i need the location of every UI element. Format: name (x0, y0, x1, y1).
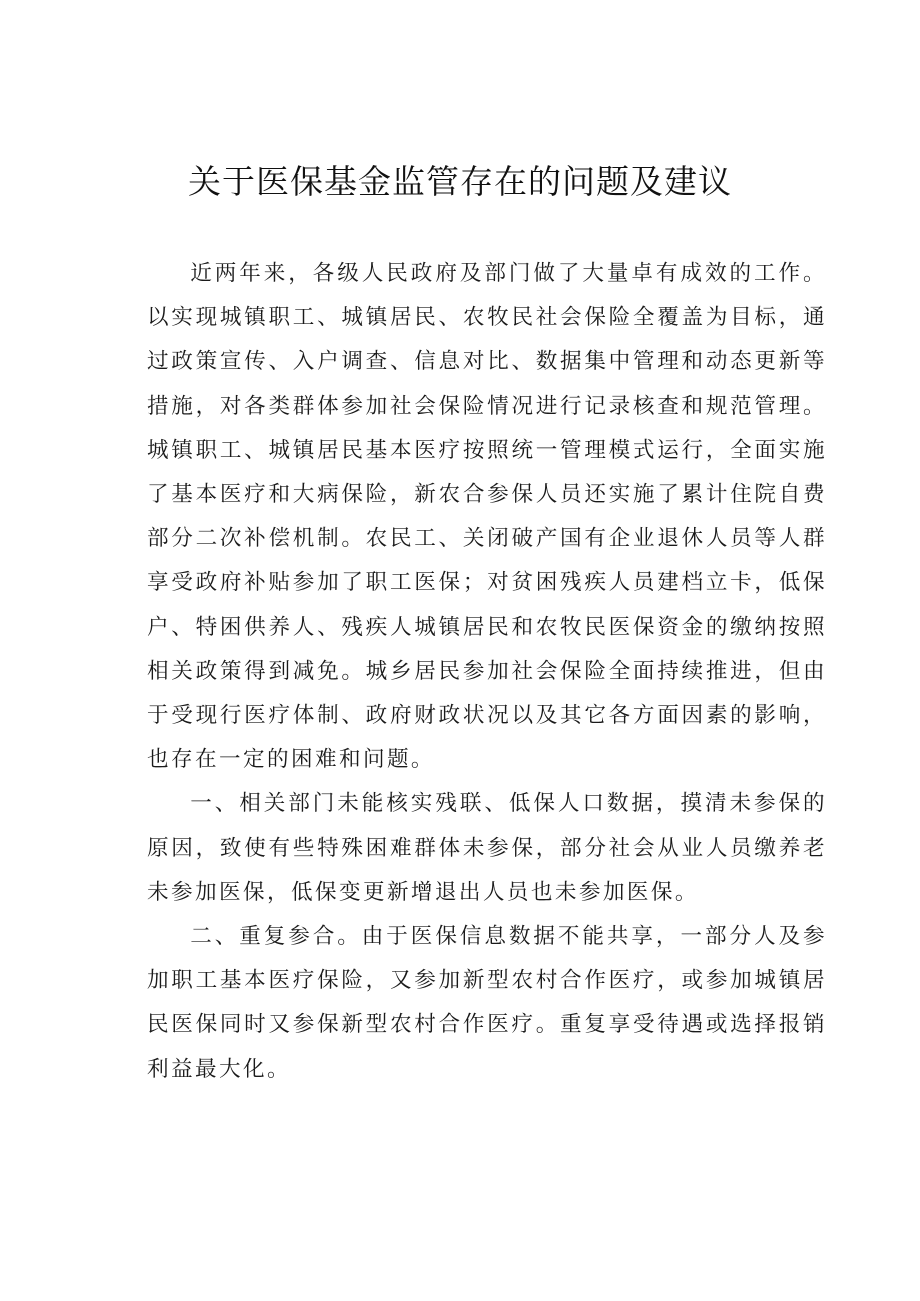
paragraph-intro: 近两年来，各级人民政府及部门做了大量卓有成效的工作。以实现城镇职工、城镇居民、农牧民社会保险全覆盖为目标，通过政策宣传、入户调查、信息对比、数据集中管理和动态更新等措施，对各类群体参加社会保险情况进行记录核查和规范管理。城镇职工、城镇居民基本医疗按照统一管理模式运行，全面实施了基本医疗和大病保险，新农合参保人员还实施了累计住院自费部分二次补偿机制。农民工、关闭破产国有企业退休人员等人群享受政府补贴参加了职工医保；对贫困残疾人员建档立卡，低保户、特困供养人、残疾人城镇居民和农牧民医保资金的缴纳按照相关政策得到减免。城乡居民参加社会保险全面持续推进，但由于受现行医疗体制、政府财政状况以及其它各方面因素的影响，也存在一定的困难和问题。 (147, 261, 827, 773)
document-title: 关于医保基金监管存在的问题及建议 (188, 162, 732, 201)
paragraph-issue-one: 一、相关部门未能核实残联、低保人口数据，摸清未参保的原因，致使有些特殊困难群体未参保，部分社会从业人员缴养老未参加医保，低保变更新增退出人员也未参加医保。 (147, 791, 827, 905)
paragraph-issue-two: 二、重复参合。由于医保信息数据不能共享，一部分人及参加职工基本医疗保险，又参加新型农村合作医疗，或参加城镇居民医保同时又参保新型农村合作医疗。重复享受待遇或选择报销利益最大化。 (147, 924, 827, 1082)
document-body (147, 252, 827, 1092)
